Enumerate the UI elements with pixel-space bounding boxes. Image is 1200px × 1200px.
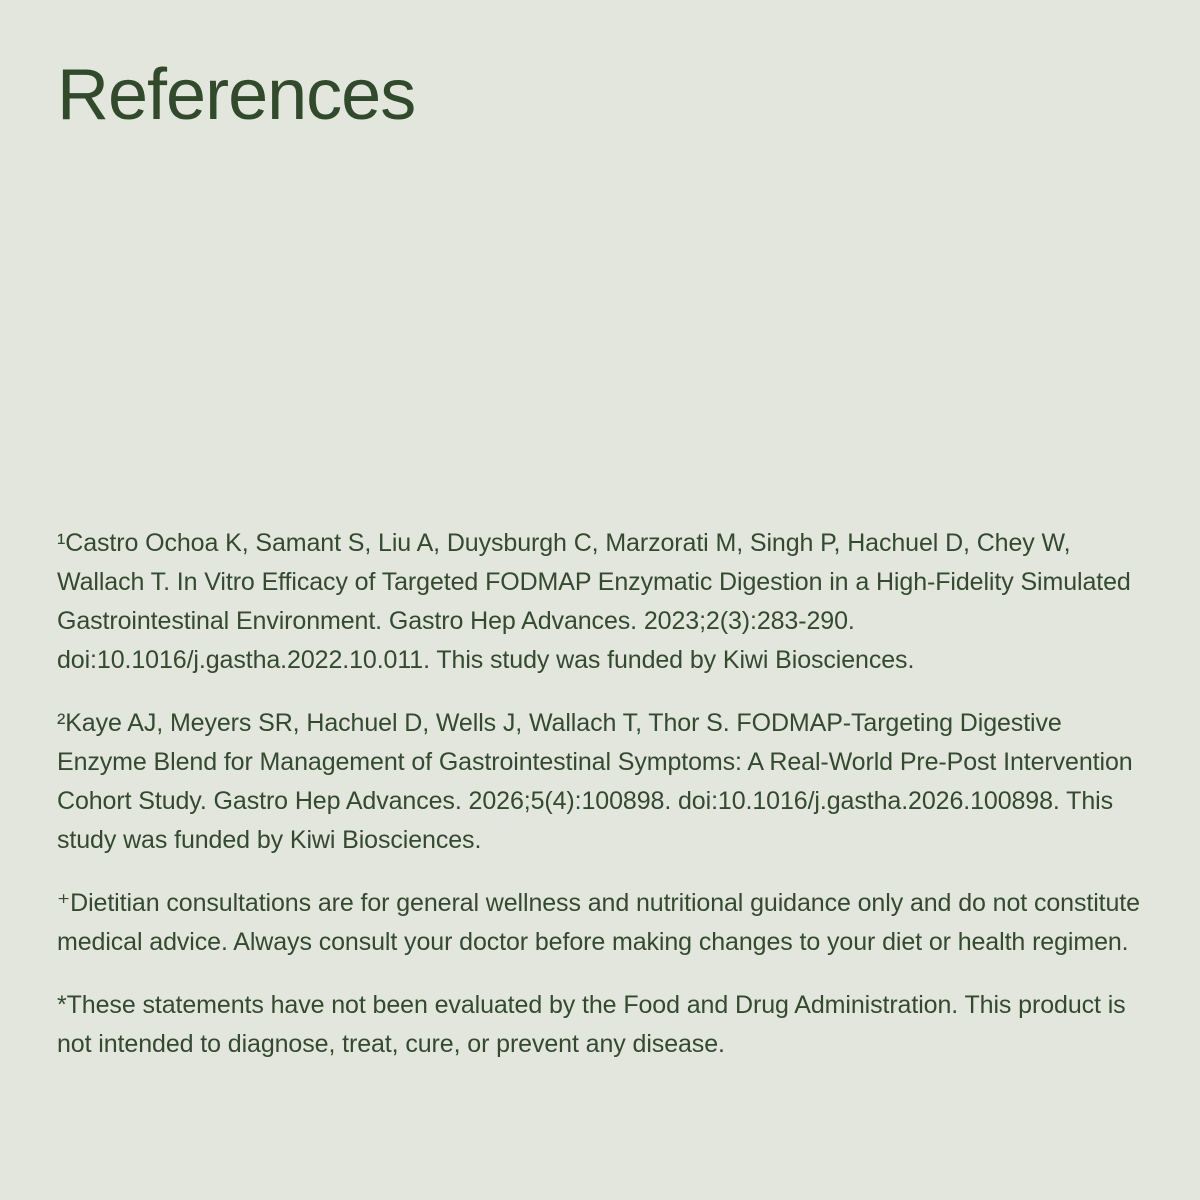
reference-text: Kaye AJ, Meyers SR, Hachuel D, Wells J, Wallach T, Thor S. FODMAP-Targeting Digestive Enzyme Blend for Management of Gastrointestinal Symptoms: A Real-World Pre-Post Intervention Cohort Study. Gastro Hep Advances. 2026;5(4):100898. doi:10.1016/j.gastha.2026.100898. This study was funded by Kiwi Biosciences.	[57, 709, 1133, 854]
reference-marker: ¹	[57, 529, 66, 557]
reference-text: Castro Ochoa K, Samant S, Liu A, Duysburgh C, Marzorati M, Singh P, Hachuel D, Chey W, Wallach T. In Vitro Efficacy of Targeted FODMAP Enzymatic Digestion in a High-Fidelity Simulated Gastrointestinal Environment. Gastro Hep Advances. 2023;2(3):283-290. doi:10.1016/j.gastha.2022.10.011. This study was funded by Kiwi Biosciences.	[57, 529, 1131, 674]
reference-1	[57, 524, 1157, 680]
reference-2	[57, 704, 1157, 860]
fda-disclaimer	[57, 986, 1157, 1064]
reference-marker: *	[57, 991, 67, 1019]
page-title: References	[57, 55, 416, 135]
dietitian-disclaimer	[57, 884, 1157, 962]
reference-text: These statements have not been evaluated by the Food and Drug Administration. This product is not intended to diagnose, treat, cure, or prevent any disease.	[57, 991, 1126, 1058]
reference-marker: ⁺	[57, 889, 71, 917]
reference-text: Dietitian consultations are for general wellness and nutritional guidance only and do not constitute medical advice. Always consult your doctor before making changes to your diet or health regimen.	[57, 889, 1140, 956]
reference-marker: ²	[57, 709, 66, 737]
references-list	[57, 524, 1157, 1064]
